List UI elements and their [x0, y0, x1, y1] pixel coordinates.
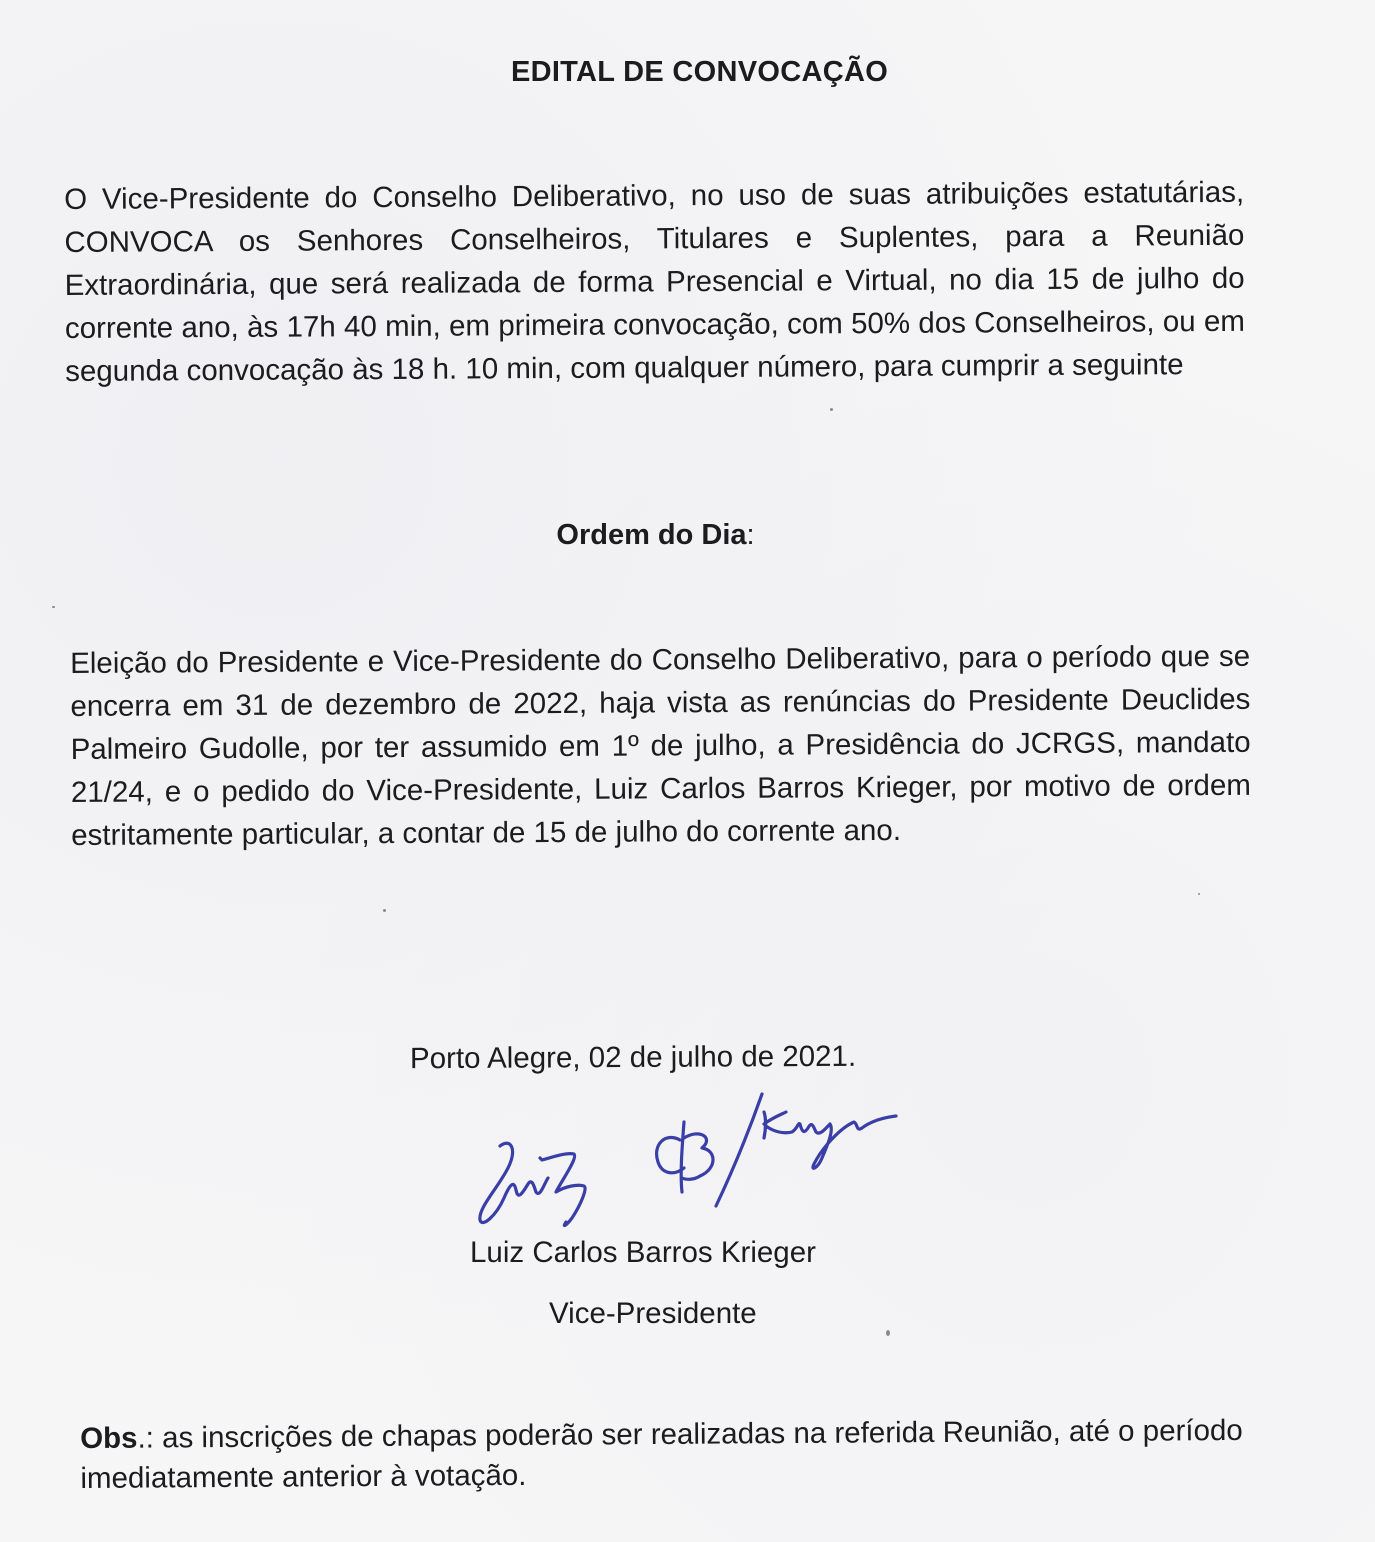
place-date: Porto Alegre, 02 de julho de 2021. — [409, 1039, 857, 1076]
intro-paragraph: O Vice-Presidente do Conselho Deliberativo, no uso de suas atribuições estatutárias, CONVOCA os Senhores Conselheiros, Titulares e Suplentes, para a Reunião Extraordinária, que será realizada de forma Presencial e Virtual, no dia 15 de julho do corrente ano, às 17h 40 min, em primeira convocação, com 50% dos Conselheiros, ou em segunda convocação às 18 h. 10 min, com qualquer número, para cumprir a seguinte — [64, 175, 1245, 388]
agenda-heading — [0, 519, 1343, 552]
document-title: EDITAL DE CONVOCAÇÃO — [510, 56, 889, 88]
agenda-paragraph: Eleição do Presidente e Vice-Presidente do Conselho Deliberativo, para o período que se encerra em 31 de dezembro de 2022, haja vista as renúncias do Presidente Deuclides Palmeiro Gudolle, por ter assumido em 1º de julho, a Presidência do JCRGS, mandato 21/24, e o pedido do Vice-Presidente, Luiz Carlos Barros Krieger, por motivo de ordem estritamente particular, a contar de 15 de julho do corrente ano. — [70, 639, 1251, 852]
signer-name: Luiz Carlos Barros Krieger — [470, 1236, 816, 1269]
scan-speck — [830, 408, 833, 411]
scan-speck — [1198, 893, 1200, 895]
agenda-heading-colon: : — [746, 519, 755, 551]
scan-speck — [886, 1330, 890, 1336]
signature-image — [470, 1088, 910, 1238]
scan-speck — [383, 909, 386, 912]
observation-label: Obs — [80, 1421, 138, 1455]
agenda-heading-text: Ordem do Dia — [556, 519, 747, 551]
signer-role: Vice-Presidente — [549, 1297, 757, 1330]
scan-speck — [52, 606, 55, 608]
observation-note — [80, 1411, 1246, 1499]
observation-text: .: as inscrições de chapas poderão ser realizadas na referida Reunião, até o período imediatamente anterior à votação. — [80, 1413, 1243, 1495]
